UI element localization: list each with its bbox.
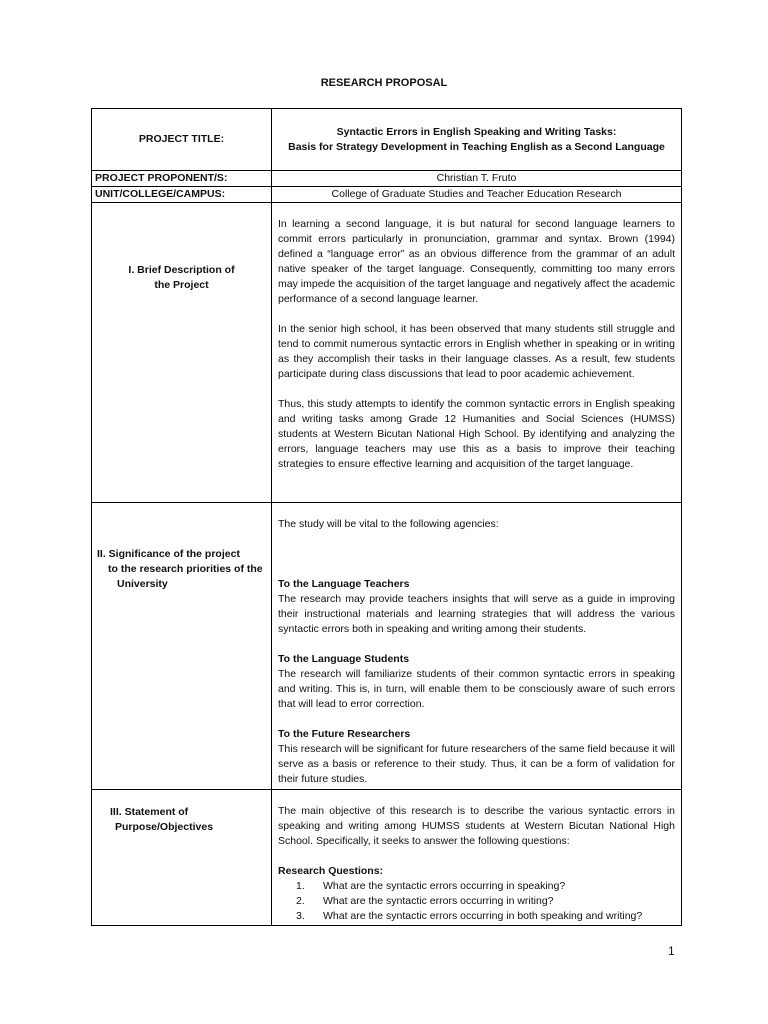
research-question-text: What are the syntactic errors occurring in speaking?	[323, 880, 566, 892]
significance-row	[92, 503, 682, 790]
unit-row	[92, 187, 682, 203]
purpose-intro: The main objective of this research is to describe the various syntactic errors in speaking and writing among HUMSS students at Western Bicutan National High School. Specifically, it seeks to answer the following questions:	[278, 805, 675, 847]
brief-description-paragraph-1: In learning a second language, it is but natural for second language learners to commit errors particularly in pronunciation, grammar and syntax. Brown (1994) defined a “language error” as an obvious difference from the grammar of an adult native speaker of the target language. Consequently, committing too many errors may impede the acquisition of the target language and negatively affect the academic performance of a second language learner.	[278, 218, 675, 305]
research-question-number: 2.	[296, 895, 305, 907]
significance-label-line-2: to the research priorities of the	[108, 563, 263, 575]
research-question-text: What are the syntactic errors occurring in writing?	[323, 895, 554, 907]
brief-description-label-line-2: the Project	[154, 279, 209, 291]
purpose-label-line-1: III. Statement of	[110, 806, 189, 818]
significance-text-researchers: This research will be significant for future researchers of the same field because it will serve as a basis or reference to their study. Thus, it can be a form of validation for their future studies.	[278, 743, 675, 785]
purpose-cell	[272, 790, 682, 926]
project-title-label: PROJECT TITLE:	[138, 133, 225, 145]
brief-description-cell	[272, 203, 682, 503]
significance-label-line-1: II. Significance of the project	[97, 548, 240, 560]
brief-description-paragraph-3: Thus, this study attempts to identify the common syntactic errors in English speaking and writing tasks among Grade 12 Humanities and Social Sciences (HUMSS) students at Western Bicutan National High School. By identifying and analyzing the errors, language teachers may use this as a basis to improve their teaching strategies to ensure effective learning and acquisition of the target language.	[278, 398, 675, 470]
purpose-row	[92, 790, 682, 926]
project-title-line-2: Basis for Strategy Development in Teaching English as a Second Language	[288, 140, 665, 153]
research-question-text: What are the syntactic errors occurring in both speaking and writing?	[323, 910, 643, 922]
unit-value: College of Graduate Studies and Teacher Education Research	[331, 188, 622, 200]
significance-cell	[272, 503, 682, 790]
research-question-number: 3.	[296, 910, 305, 922]
purpose-label-line-2: Purpose/Objectives	[115, 821, 214, 833]
significance-heading-researchers: To the Future Researchers	[278, 728, 411, 740]
unit-cell	[272, 187, 682, 203]
page-number: 1	[668, 944, 675, 958]
significance-text-students: The research will familiarize students of their common syntactic errors in speaking and writing. This is, in turn, will enable them to be consciously aware of such errors that will lead to error correction.	[278, 668, 675, 710]
unit-label-cell	[92, 187, 272, 203]
significance-text-teachers: The research may provide teachers insights that will serve as a guide in improving their instructional materials and learning strategies that will address the various syntactic errors both in speaking and writing among their students.	[278, 593, 675, 635]
brief-description-row	[92, 203, 682, 503]
significance-intro: The study will be vital to the following agencies:	[278, 518, 499, 530]
brief-description-label-cell	[92, 203, 272, 503]
research-question-item	[296, 894, 675, 909]
significance-label-line-3: University	[117, 578, 168, 590]
purpose-label-cell	[92, 790, 272, 926]
proponent-cell	[272, 171, 682, 187]
document-title: RESEARCH PROPOSAL	[320, 77, 448, 89]
proposal-table	[91, 108, 682, 926]
proponent-name: Christian T. Fruto	[436, 172, 517, 184]
brief-description-label-line-1: I. Brief Description of	[128, 264, 235, 276]
project-title-cell	[272, 109, 682, 171]
proponent-label-cell	[92, 171, 272, 187]
significance-heading-teachers: To the Language Teachers	[278, 578, 410, 590]
project-title-row	[92, 109, 682, 171]
research-question-item	[296, 909, 675, 924]
brief-description-paragraph-2: In the senior high school, it has been observed that many students still struggle and tend to commit numerous syntactic errors in English whether in speaking or in writing as they accomplish their tasks in their language classes. As a result, few students participate during class discussions that lead to poor academic achievement.	[278, 323, 675, 380]
project-title-label-cell	[92, 109, 272, 171]
unit-label: UNIT/COLLEGE/CAMPUS:	[95, 188, 226, 200]
research-questions-list	[278, 879, 675, 924]
proponent-row	[92, 171, 682, 187]
proponent-label: PROJECT PROPONENT/S:	[95, 172, 228, 184]
research-questions-heading: Research Questions:	[278, 865, 384, 877]
research-question-item	[296, 879, 675, 894]
research-question-number: 1.	[296, 880, 305, 892]
significance-heading-students: To the Language Students	[278, 653, 410, 665]
significance-label-cell	[92, 503, 272, 790]
project-title-line-1: Syntactic Errors in English Speaking and Writing Tasks:	[336, 125, 617, 138]
